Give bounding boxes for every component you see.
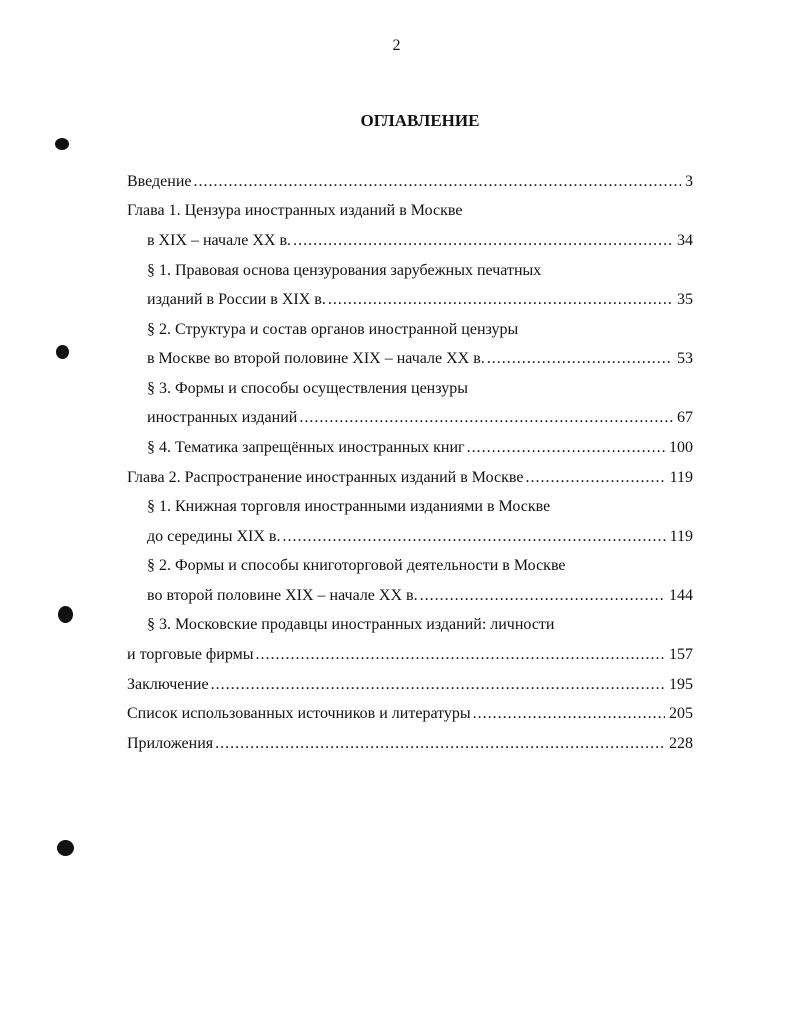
toc-entry-text: Введение [127, 173, 192, 190]
toc-entry-section-2-1-cont[interactable] [147, 525, 693, 549]
dot-leader [467, 436, 665, 460]
toc-entry-page: 119 [669, 469, 693, 486]
dot-leader [525, 466, 665, 490]
toc-entry-section-1-1-cont[interactable] [147, 288, 693, 312]
toc-entry-introduction[interactable] [127, 170, 693, 194]
toc-entry-page: 34 [677, 232, 693, 249]
toc-entry-section-1-2-cont[interactable] [147, 347, 693, 371]
toc-entry-text: во второй половине XIX – начале XX в. [147, 587, 418, 604]
toc-entry-page: 205 [669, 705, 693, 722]
toc-entry-section-2-3[interactable] [147, 613, 554, 637]
toc-entry-section-1-3[interactable] [147, 377, 468, 401]
toc-entry-page: 119 [669, 528, 693, 545]
page-number: 2 [392, 37, 401, 54]
dot-leader [420, 584, 665, 608]
dot-leader [255, 643, 665, 667]
toc-entry-section-2-3-cont[interactable] [127, 643, 693, 667]
toc-entry-text: Приложения [127, 735, 214, 752]
toc-entry-text: § 2. Структура и состав органов иностранной цензуры [147, 321, 519, 338]
toc-entry-text: § 4. Тематика запрещённых иностранных книг [147, 439, 465, 456]
punch-hole-mark [57, 840, 74, 856]
toc-entry-text: § 1. Книжная торговля иностранными изданиями в Москве [147, 498, 551, 515]
toc-entry-chapter-2[interactable] [127, 466, 693, 490]
toc-entry-text: Список использованных источников и литературы [127, 705, 471, 722]
dot-leader [211, 673, 665, 697]
toc-entry-appendices[interactable] [127, 732, 693, 756]
toc-entry-text: и торговые фирмы [127, 646, 254, 663]
toc-entry-text: в Москве во второй половине XIX – начале XX в. [147, 350, 485, 367]
toc-entry-text: до середины XIX в. [147, 528, 281, 545]
toc-entry-text: иностранных изданий [147, 409, 298, 426]
dot-leader [293, 229, 673, 253]
toc-entry-page: 67 [677, 409, 693, 426]
toc-entry-text: § 2. Формы и способы книготорговой деятельности в Москве [147, 557, 566, 574]
dot-leader [473, 702, 665, 726]
toc-entry-text: § 3. Московские продавцы иностранных изданий: личности [147, 616, 555, 633]
toc-entry-section-1-2[interactable] [147, 318, 518, 342]
toc-entry-page: 144 [669, 587, 693, 604]
toc-entry-text: Заключение [127, 676, 209, 693]
toc-entry-section-1-3-cont[interactable] [147, 406, 693, 430]
toc-title: ОГЛАВЛЕНИЕ [360, 111, 480, 130]
toc-entry-bibliography[interactable] [127, 702, 693, 726]
toc-entry-section-2-2-cont[interactable] [147, 584, 693, 608]
toc-entry-text: изданий в России в XIX в. [147, 291, 326, 308]
toc-entry-text: в XIX – начале XX в. [147, 232, 292, 249]
dot-leader [282, 525, 665, 549]
toc-entry-page: 100 [669, 439, 693, 456]
toc-entry-page: 228 [669, 735, 693, 752]
toc-entry-section-2-1[interactable] [147, 495, 550, 519]
toc-entry-page: 195 [669, 676, 693, 693]
toc-entry-section-1-1[interactable] [147, 259, 541, 283]
toc-entry-section-1-4[interactable] [147, 436, 693, 460]
punch-hole-mark [58, 606, 73, 623]
toc-entry-text: Глава 2. Распространение иностранных изданий в Москве [127, 469, 524, 486]
toc-entry-section-2-2[interactable] [147, 554, 566, 578]
toc-entry-page: 53 [677, 350, 693, 367]
toc-entry-chapter-1-cont[interactable] [147, 229, 693, 253]
toc-entry-chapter-1[interactable] [127, 199, 462, 223]
punch-hole-mark [55, 138, 69, 150]
toc-entry-page: 35 [677, 291, 693, 308]
toc-entry-text: Глава 1. Цензура иностранных изданий в Москве [127, 202, 463, 219]
toc-entry-page: 3 [685, 173, 693, 190]
dot-leader [299, 406, 673, 430]
dot-leader [487, 347, 673, 371]
dot-leader [194, 170, 682, 194]
toc-entry-text: § 1. Правовая основа цензурования зарубежных печатных [147, 262, 542, 279]
toc-entry-page: 157 [669, 646, 693, 663]
toc-entry-conclusion[interactable] [127, 673, 693, 697]
punch-hole-mark [56, 345, 69, 359]
dot-leader [328, 288, 673, 312]
dot-leader [215, 732, 665, 756]
toc-entry-text: § 3. Формы и способы осуществления цензуры [147, 380, 468, 397]
